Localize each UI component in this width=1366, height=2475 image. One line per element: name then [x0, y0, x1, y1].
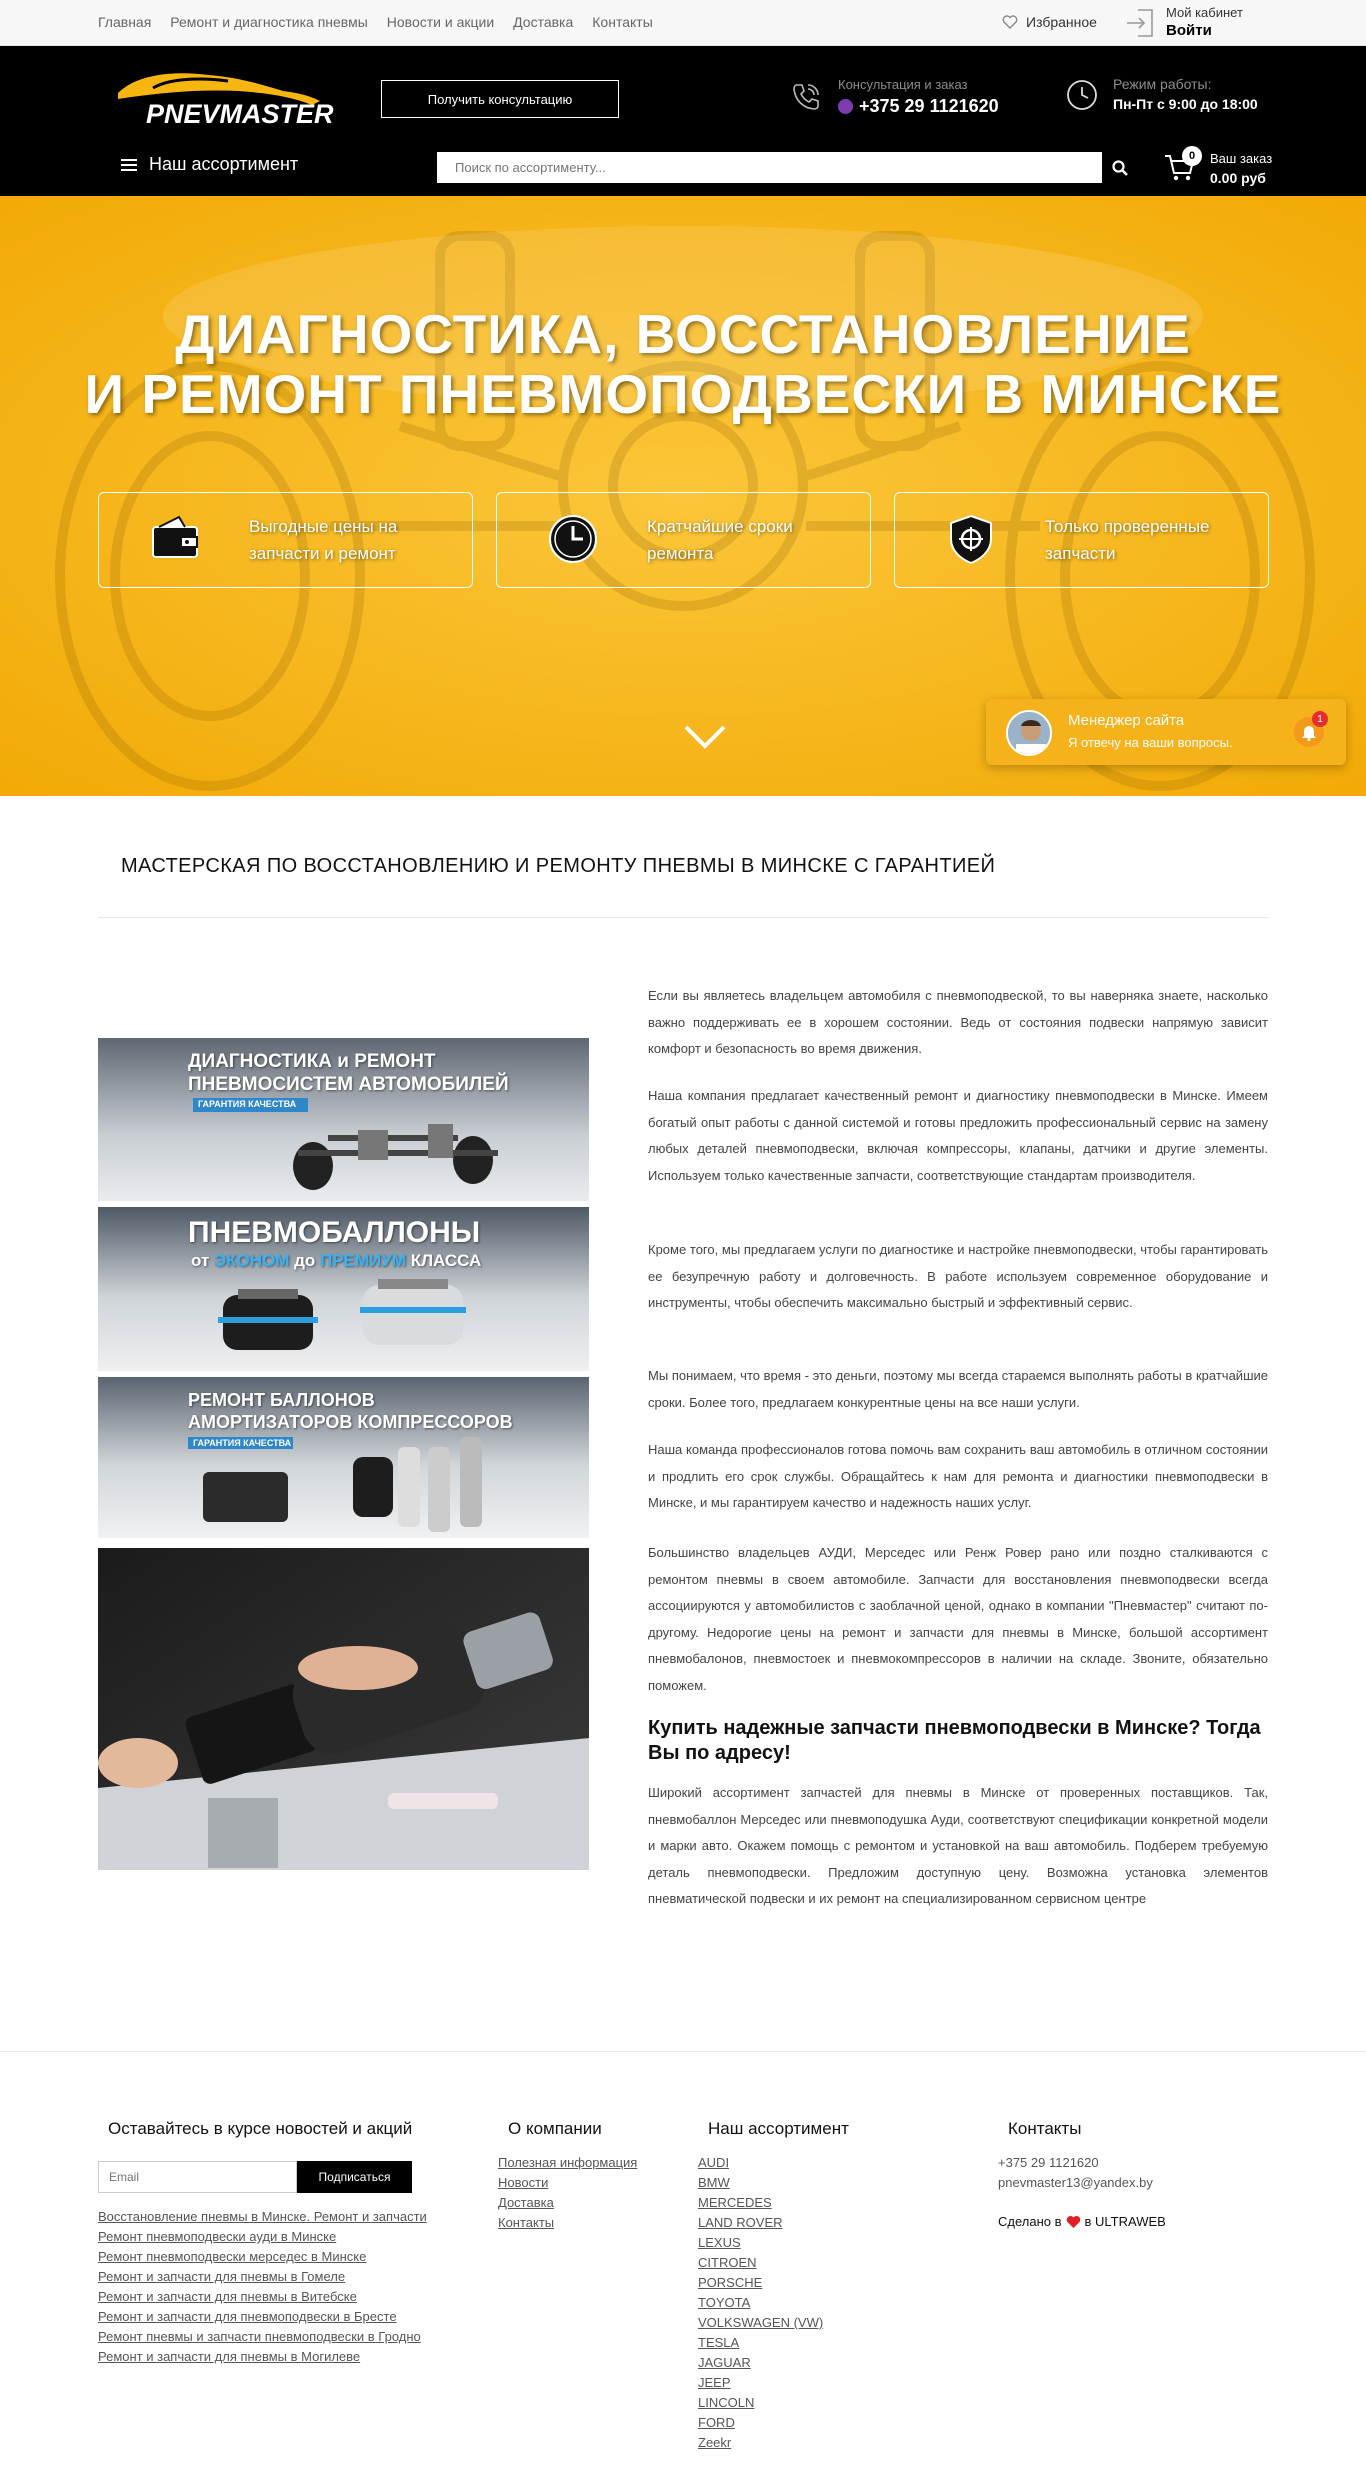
heart-icon: [1066, 2215, 1081, 2229]
made-by[interactable]: [998, 2212, 1166, 2232]
shield-icon: [945, 513, 997, 565]
footer-assort-title: Наш ассортимент: [708, 2119, 849, 2138]
footer-link[interactable]: Ремонт и запчасти для пневмоподвески в Бресте: [98, 2309, 397, 2324]
banner-airsprings-premium: ПРЕМИУМ: [320, 1251, 407, 1270]
chat-subtitle: Я отвечу на ваши вопросы.: [1068, 735, 1233, 750]
banner-airsprings: [98, 1207, 589, 1371]
chat-widget[interactable]: [986, 699, 1346, 765]
banner-diagnostics-line1: ДИАГНОСТИКА и РЕМОНТ: [188, 1051, 436, 1072]
banner-repair-line1: РЕМОНТ БАЛЛОНОВ: [188, 1390, 375, 1410]
banner-airsprings-class: КЛАССА: [406, 1251, 482, 1270]
wallet-icon: [149, 513, 201, 565]
subheading: Купить надежные запчасти пневмоподвески в Минске? Тогда Вы по адресу!: [648, 1717, 1261, 1764]
footer-contacts: [998, 2153, 1153, 2193]
cart-count-badge: 0: [1182, 146, 1202, 166]
brand-link[interactable]: Zeekr: [698, 2435, 732, 2450]
feature-speed: [496, 492, 871, 588]
paragraph-2: Наша компания предлагает качественный ремонт и диагностику пневмоподвески в Минске. Имеем богатый опыт работы с данной системой и готовы предложить профессиональный сервис на замену любых деталей пневмоподвески, включая компрессоры, клапаны, датчики и другие элементы. Используем только качественные запчасти, соответствующие стандартам производителя.: [648, 1088, 1268, 1183]
nav-repair[interactable]: Ремонт и диагностика пневмы: [170, 14, 368, 30]
footer-link[interactable]: Ремонт пневмоподвески мерседес в Минске: [98, 2249, 367, 2264]
cabinet-link[interactable]: [1124, 5, 1243, 41]
footer-link[interactable]: Ремонт и запчасти для пневмы в Гомеле: [98, 2269, 346, 2284]
banner-diagnostics-tag: ГАРАНТИЯ КАЧЕСТВА: [198, 1099, 297, 1109]
footer-about-link[interactable]: Новости: [498, 2175, 549, 2190]
paragraph-4: Мы понимаем, что время - это деньги, поэтому мы всегда стараемся выполнять работы в кратчайшие сроки. Более того, предлагаем конкурентные цены на все наши услуги.: [648, 1368, 1268, 1410]
chat-badge: 1: [1312, 711, 1328, 727]
brand-link[interactable]: LINCOLN: [698, 2395, 755, 2410]
air-strut-photo-image: [98, 1548, 589, 1870]
favorites-label: Избранное: [1026, 14, 1097, 30]
brand-link[interactable]: FORD: [698, 2415, 735, 2430]
heart-icon: [1002, 15, 1018, 29]
footer-link[interactable]: Восстановление пневмы в Минске. Ремонт и запчасти: [98, 2209, 427, 2224]
brand-link[interactable]: LAND ROVER: [698, 2215, 783, 2230]
top-bar: [0, 0, 1366, 46]
search-button[interactable]: [1102, 152, 1138, 183]
footer-phone[interactable]: +375 29 1121620: [998, 2155, 1099, 2170]
favorites-link[interactable]: [1002, 14, 1097, 30]
logo-text: PNEVMASTER: [146, 99, 334, 129]
banner-diagnostics: [98, 1038, 589, 1201]
brand-link[interactable]: JAGUAR: [698, 2355, 751, 2370]
brand-link[interactable]: PORSCHE: [698, 2275, 763, 2290]
footer-link[interactable]: Ремонт пневмы и запчасти пневмоподвески в Гродно: [98, 2329, 421, 2344]
brand-link[interactable]: MERCEDES: [698, 2195, 772, 2210]
banner-repair: [98, 1377, 589, 1538]
login-icon: [1124, 7, 1156, 39]
cart-label[interactable]: Ваш заказ: [1210, 151, 1273, 166]
brand-link[interactable]: VOLKSWAGEN (VW): [698, 2315, 824, 2330]
banner-airsprings-line2: [191, 1251, 481, 1271]
hero-banner: [0, 196, 1366, 796]
made-by-prefix: Сделано в: [998, 2214, 1062, 2229]
chat-title: Менеджер сайта: [1068, 712, 1185, 729]
paragraph-1: Если вы являетесь владельцем автомобиля с пневмоподвеской, то вы наверняка знаете, насколько важно поддерживать ее в хорошем состоянии. Ведь от состояния подвески напрямую зависит комфорт и безопасность во время движения.: [648, 988, 1268, 1056]
nav-home[interactable]: Главная: [98, 14, 152, 30]
cart-sum: 0.00 руб: [1210, 170, 1266, 186]
feature-prices: [98, 492, 473, 588]
feature-speed-line1: Кратчайшие сроки: [647, 517, 793, 536]
feature-speed-line2: ремонта: [647, 544, 714, 563]
feature-quality-line1: Только проверенные: [1045, 517, 1210, 536]
footer-link[interactable]: Ремонт и запчасти для пневмы в Могилеве: [98, 2349, 361, 2364]
banner-airsprings-econom: ЭКОНОМ: [214, 1251, 290, 1270]
footer-divider: [0, 2051, 1366, 2052]
nav-news[interactable]: Новости и акции: [386, 14, 495, 30]
logo[interactable]: [98, 63, 348, 133]
brand-link[interactable]: JEEP: [698, 2375, 731, 2390]
viber-icon[interactable]: [838, 99, 853, 114]
banner-diagnostics-line2: ПНЕВМОСИСТЕМ АВТОМОБИЛЕЙ: [188, 1074, 509, 1095]
cabinet-label: Мой кабинет: [1166, 5, 1243, 20]
banner-airsprings-line1: ПНЕВМОБАЛЛОНЫ: [188, 1216, 481, 1249]
hero-title-line2: И РЕМОНТ ПНЕВМОПОДВЕСКИ В МИНСКЕ: [84, 363, 1282, 425]
banner-repair-line2: АМОРТИЗАТОРОВ КОМПРЕССОРОВ: [188, 1412, 513, 1432]
manager-avatar: [1006, 710, 1052, 756]
made-by-suffix: в ULTRAWEB: [1084, 2214, 1166, 2229]
paragraph-7: Широкий ассортимент запчастей для пневмы в Минске от проверенных поставщиков. Так, пневмобаллон Мерседес или пневмоподушка Ауди, соответствуют спецификации конкретной модели и марки авто. Окажем помощь с ремонтом и установкой на ваш автомобиль. Подберем требуемую деталь пневмоподвески. Предложим доступную цену. Возможна установка элементов пневматической подвески и их ремонт на специализированном сервисном центре: [648, 1785, 1268, 1906]
banner-repair-text: [188, 1389, 513, 1433]
feature-quality-line2: запчасти: [1045, 544, 1116, 563]
footer-about-list: [498, 2153, 637, 2233]
hours-label: Режим работы:: [1113, 76, 1212, 92]
clock-icon: [547, 513, 599, 565]
footer-about-link[interactable]: Полезная информация: [498, 2155, 638, 2170]
assortment-menu-button[interactable]: [121, 154, 298, 175]
feature-prices-line2: запчасти и ремонт: [249, 544, 396, 563]
brand-link[interactable]: CITROEN: [698, 2255, 757, 2270]
divider: [98, 917, 1268, 918]
scroll-down-chevron-icon[interactable]: [683, 724, 727, 750]
phone-number-text: +375 29 1121620: [859, 96, 999, 116]
clock-icon: [1065, 78, 1099, 112]
brand-link[interactable]: LEXUS: [698, 2235, 741, 2250]
air-strut-photo: [98, 1548, 589, 1870]
brand-link[interactable]: TESLA: [698, 2335, 740, 2350]
header: [0, 46, 1366, 196]
phone-label: Консультация и заказ: [838, 77, 968, 92]
phone-icon: [790, 81, 822, 113]
footer-about-link[interactable]: Доставка: [498, 2195, 554, 2210]
footer-link[interactable]: Ремонт и запчасти для пневмы в Витебске: [98, 2289, 357, 2304]
footer-contacts-title: Контакты: [1008, 2119, 1082, 2138]
banner-airsprings-from: от: [191, 1251, 215, 1270]
hero-title-line1: ДИАГНОСТИКА, ВОССТАНОВЛЕНИЕ: [175, 303, 1191, 365]
banner-diagnostics-text: [188, 1050, 509, 1096]
subscribe-button[interactable]: Подписаться: [297, 2161, 412, 2193]
paragraph-6: Большинство владельцев АУДИ, Мерседес или Ренж Ровер рано или поздно сталкиваются с ремонтом пневмы в своем автомобиле. Запчасти для восстановления пневмоподвески всегда ассоциируются у автомобилистов с заоблачной ценой, однако в компании "Пневмастер" считают по-другому. Недорогие цены на ремонт и запчасти для пневмы в Минске, большой ассортимент пневмобалонов, пневмостоек и пневмокомпрессоров в наличии на складе. Звоните, обязательно поможем.: [648, 1545, 1268, 1693]
footer-news-title: Оставайтесь в курсе новостей и акций: [108, 2119, 413, 2138]
search-input[interactable]: [437, 152, 1102, 183]
nav-delivery[interactable]: Доставка: [513, 14, 574, 30]
footer-about-title: О компании: [508, 2119, 602, 2138]
assortment-label: Наш ассортимент: [149, 154, 299, 174]
consult-button[interactable]: Получить консультацию: [381, 80, 619, 118]
feature-prices-line1: Выгодные цены на: [249, 517, 398, 536]
phone-number[interactable]: [838, 96, 999, 117]
top-nav: [98, 14, 653, 30]
footer-email[interactable]: pnevmaster13@yandex.by: [998, 2175, 1153, 2190]
login-label[interactable]: Войти: [1166, 22, 1212, 39]
footer-links: [98, 2207, 427, 2367]
paragraph-3: Кроме того, мы предлагаем услуги по диагностике и настройке пневмоподвески, чтобы гарантировать ее безупречную работу и долговечность. В работе используем современное оборудование и инструменты, чтобы обеспечить максимально быстрый и эффективный сервис.: [648, 1242, 1268, 1310]
footer-brands-list: [698, 2153, 823, 2453]
brand-link[interactable]: TOYOTA: [698, 2295, 751, 2310]
nav-contacts[interactable]: Контакты: [592, 14, 653, 30]
search-icon: [1112, 160, 1128, 176]
footer-about-link[interactable]: Контакты: [498, 2215, 555, 2230]
paragraph-5: Наша команда профессионалов готова помочь вам сохранить ваш автомобиль в отличном состоянии и продлить его срок службы. Обращайтесь к нам для ремонта и диагностики пневмоподвески в Минске, и мы гарантируем качество и надежность наших услуг.: [648, 1442, 1268, 1510]
banner-airsprings-to: до: [289, 1251, 320, 1270]
brand-link[interactable]: BMW: [698, 2175, 730, 2190]
email-field[interactable]: [98, 2161, 297, 2193]
feature-quality: [894, 492, 1269, 588]
brand-link[interactable]: AUDI: [698, 2155, 730, 2170]
main-heading: МАСТЕРСКАЯ ПО ВОССТАНОВЛЕНИЮ И РЕМОНТУ ПНЕВМЫ В МИНСКЕ С ГАРАНТИЕЙ: [121, 855, 996, 877]
hero-title: [0, 304, 1366, 424]
footer-link[interactable]: Ремонт пневмоподвески ауди в Минске: [98, 2229, 337, 2244]
hours-value: Пн-Пт с 9:00 до 18:00: [1113, 96, 1258, 112]
banner-repair-tag: ГАРАНТИЯ КАЧЕСТВА: [193, 1438, 292, 1448]
menu-icon: [121, 159, 137, 171]
